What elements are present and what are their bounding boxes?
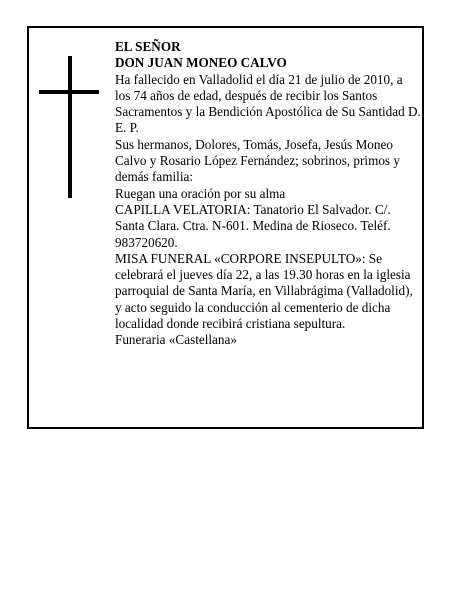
cross-icon	[39, 56, 99, 198]
obituary-notice	[27, 26, 424, 429]
deceased-name: DON JUAN MONEO CALVO	[115, 55, 287, 71]
cross-horizontal-bar	[39, 90, 99, 94]
family-list: Sus hermanos, Dolores, Tomás, Josefa, Jesús Moneo Calvo y Rosario López Fernández; sobrinos, primos y demás familia:	[115, 136, 400, 185]
funeral-home: Funeraria «Castellana»	[115, 332, 237, 348]
death-announcement: Ha fallecido en Valladolid el día 21 de julio de 2010, a los 74 años de edad, después de recibir los Santos Sacramentos y la Bendición Apostólica de Su Santidad D. E. P.	[115, 71, 421, 136]
notice-text	[115, 39, 421, 349]
cross-vertical-bar	[68, 56, 72, 198]
chapel-info: CAPILLA VELATORIA: Tanatorio El Salvador. C/. Santa Clara. Ctra. N-601. Medina de Rioseco. Teléf. 983720620.	[115, 201, 391, 250]
funeral-mass-info: MISA FUNERAL «CORPORE INSEPULTO»: Se celebrará el jueves día 22, a las 19.30 horas en la iglesia parroquial de Santa María, en Villabrágima (Valladolid), y acto seguido la conducción al cementerio de dicha localidad donde recibirá cristiana sepultura.	[115, 250, 413, 332]
notice-title: EL SEÑOR	[115, 39, 181, 54]
prayer-request: Ruegan una oración por su alma	[115, 185, 286, 201]
